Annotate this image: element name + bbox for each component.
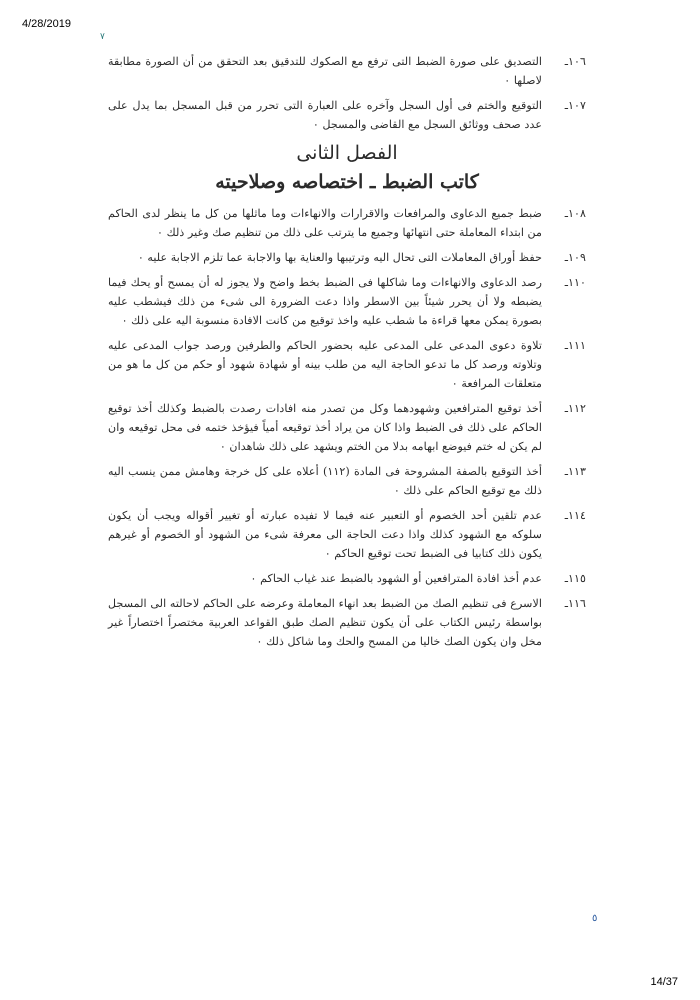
- article-number: ١٠٦ـ: [564, 55, 586, 68]
- article-text: الاسرع فى تنظيم الصك من الضبط بعد انهاء المعاملة وعرضه على الحاكم لاحالته الى المسجل بواسطة رئيس الكتاب على أن يكون تنظيم الصك طبق القواعد العربية مختصراً اختصاراً غير مخل وان يكون الصك خاليا من المسح والحك وما شاكل ذلك ٠: [108, 597, 542, 648]
- article-107: [108, 96, 586, 134]
- page-mark-bottom: ٥: [592, 913, 598, 924]
- print-date: 4/28/2019: [22, 18, 71, 30]
- article-106: [108, 52, 586, 90]
- article-text: حفظ أوراق المعاملات التى تحال اليه وترتيبها والعناية بها والاجابة عما تلزم الاجابة عليه ٠: [137, 251, 542, 264]
- chapter-heading: الفصل الثانى: [296, 142, 398, 164]
- article-number: ١١٢ـ: [564, 402, 586, 415]
- article-number: ١١٣ـ: [564, 465, 586, 478]
- document-body: [108, 52, 586, 657]
- article-number: ١٠٧ـ: [564, 99, 586, 112]
- article-114: [108, 506, 586, 563]
- article-text: أخذ توقيع المترافعين وشهودهما وكل من تصدر منه افادات رصدت بالضبط وكذلك أخذ توقيع الحاكم على ذلك فى الضبط واذا كان من يراد أخذ توقيعه أمياً فيؤخذ ختمه فى محل توقيعه وان لم يكن له ختم فيوضع ابهامه بدلا من الختم ويشهد على ذلك شاهدان ٠: [108, 402, 542, 453]
- article-109: [108, 248, 586, 267]
- chapter-title: كاتب الضبط ـ اختصاصه وصلاحيته: [215, 171, 479, 193]
- article-111: [108, 336, 586, 393]
- article-text: رصد الدعاوى والانهاءات وما شاكلها فى الضبط بخط واضح ولا يجوز له أن يمسح أو يحك فيما يضبطه ولا أن يحرر شيئاً بين الاسطر واذا دعت الضرورة الى شىء من ذلك فيشطب عليه بصورة يمكن معها قراءة ما شطب عليه واخذ توقيع من كانت الافادة منسوبة اليه على ذلك ٠: [108, 276, 542, 327]
- article-text: تلاوة دعوى المدعى على المدعى عليه بحضور الحاكم والطرفين ورصد جواب المدعى عليه وتلاوته ورصد كل ما تدعو الحاجة اليه من طلب بينه أو شهادة شهود أو حكم من كل ما هو من متعلقات المرافعة ٠: [108, 339, 542, 390]
- article-number: ١١٥ـ: [564, 572, 586, 585]
- article-text: عدم تلقين أحد الخصوم أو التعبير عنه فيما لا تفيده عبارته أو تغيير أقواله ويجب أن يكون سلوكه مع الشهود كذلك واذا دعت الحاجة الى معرفة شىء من الشهود أو الخصوم أو غيرهم يكون ذلك كتابيا فى الضبط تحت توقيع الحاكم ٠: [108, 509, 542, 560]
- article-number: ١١٦ـ: [564, 597, 586, 610]
- article-115: [108, 569, 586, 588]
- article-text: ضبط جميع الدعاوى والمرافعات والاقرارات والانهاءات وما ماثلها من كل ما ينظر لدى الحاكم من ابتداء المعاملة حتى انتهائها وجميع ما يترتب على ذلك من تنظيم صك وغير ذلك ٠: [108, 207, 542, 239]
- article-113: [108, 462, 586, 500]
- article-number: ١١٠ـ: [564, 276, 586, 289]
- article-text: عدم أخذ افادة المترافعين أو الشهود بالضبط عند غياب الحاكم ٠: [250, 572, 542, 585]
- article-110: [108, 273, 586, 330]
- article-number: ١١١ـ: [564, 339, 586, 352]
- article-number: ١٠٩ـ: [564, 251, 586, 264]
- page-mark-top: ٧: [100, 32, 105, 42]
- article-number: ١١٤ـ: [564, 509, 586, 522]
- print-page-number: 14/37: [650, 976, 678, 988]
- article-text: أخذ التوقيع بالصفة المشروحة فى المادة (١١٢) أعلاه على كل خرجة وهامش ممن ينسب اليه ذلك مع توقيع الحاكم على ذلك ٠: [108, 465, 542, 497]
- article-116: [108, 594, 586, 651]
- article-112: [108, 399, 586, 456]
- article-text: التوقيع والختم فى أول السجل وآخره على العبارة التى تحرر من قبل المسجل بما يدل على عدد صحف ووثائق السجل مع القاضى والمسجل ٠: [108, 99, 542, 131]
- article-number: ١٠٨ـ: [564, 207, 586, 220]
- article-108: [108, 204, 586, 242]
- article-text: التصديق على صورة الضبط التى ترفع مع الصكوك للتدقيق بعد التحقق من أن الصورة مطابقة لاصلها ٠: [108, 55, 542, 87]
